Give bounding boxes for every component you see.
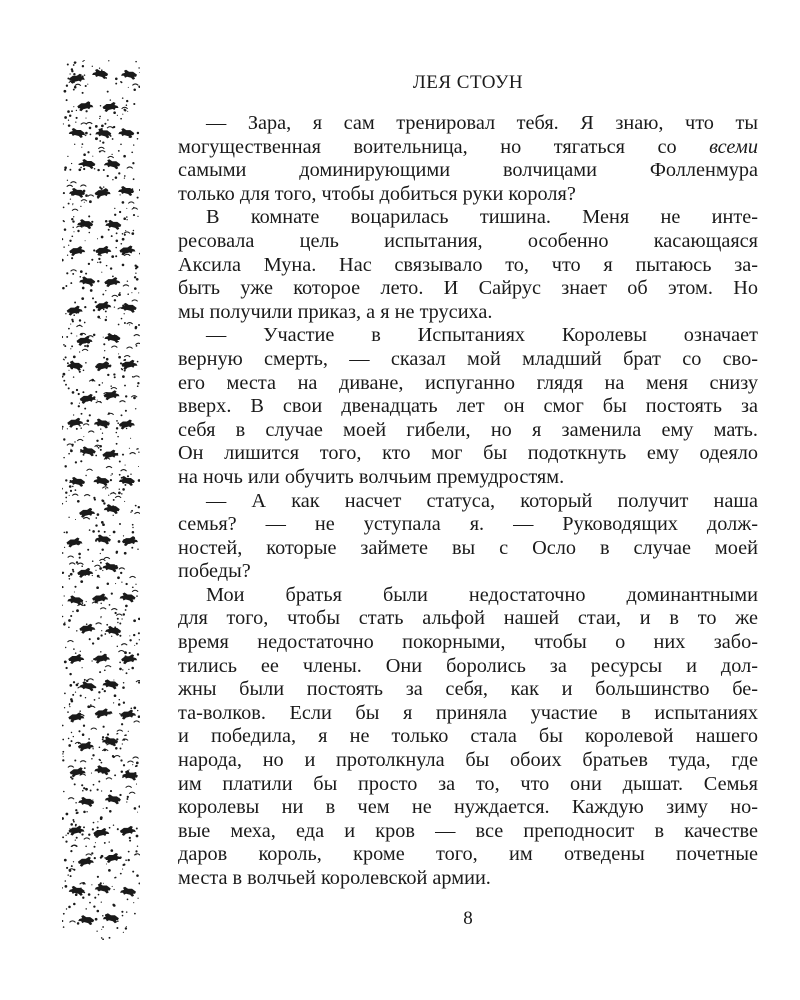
text-line bbox=[178, 513, 758, 537]
text-line bbox=[178, 301, 758, 325]
text-line-content: — Участие в Испытаниях Королевы означает bbox=[206, 324, 758, 347]
text-line-content: тились ее члены. Они боролись за ресурсы и дол- bbox=[178, 654, 758, 677]
text-line-content: вверх. В свои двенадцать лет он смог бы постоять за bbox=[178, 395, 758, 418]
text-line-content: только для того, чтобы добиться руки короля? bbox=[178, 182, 576, 205]
text-line-content: народа, но и протолкнула бы обоих братьев туда, где bbox=[178, 749, 758, 772]
text-line bbox=[178, 254, 758, 278]
text-line bbox=[178, 324, 758, 348]
text-line bbox=[178, 466, 758, 490]
text-line bbox=[178, 206, 758, 230]
text-line-content: Аксила Муна. Нас связывало то, что я пытаюсь за- bbox=[178, 253, 758, 276]
text-line-content: В комнате воцарилась тишина. Меня не инте- bbox=[206, 206, 758, 229]
text-line bbox=[178, 136, 758, 160]
running-header: ЛЕЯ СТОУН bbox=[412, 72, 524, 93]
text-line bbox=[178, 607, 758, 631]
emphasis-text: всеми bbox=[709, 135, 758, 158]
text-line-content: быть уже которое лето. И Сайрус знает об этом. Но bbox=[178, 277, 758, 300]
text-line-content: та-волков. Если бы я приняла участие в испытаниях bbox=[178, 701, 758, 724]
text-line-content: на ночь или обучить волчьим премудростям. bbox=[178, 465, 565, 488]
wolf-pattern-icon bbox=[62, 60, 140, 940]
text-line bbox=[178, 372, 758, 396]
text-line-content: жны были постоять за себя, как и большинство бе- bbox=[178, 678, 758, 701]
text-line-content: могущественная воительница, но тягаться со bbox=[178, 135, 710, 158]
text-line-content: им платили бы просто за то, что они дышат. Семья bbox=[178, 772, 758, 795]
text-line-content: и победила, я не только стала бы королевой нашего bbox=[178, 725, 758, 748]
text-line-content: самыми доминирующими волчицами Фолленмура bbox=[178, 159, 758, 182]
text-line bbox=[178, 678, 758, 702]
text-line bbox=[178, 183, 758, 207]
text-line bbox=[178, 655, 758, 679]
text-line bbox=[178, 230, 758, 254]
text-line bbox=[178, 395, 758, 419]
text-line bbox=[178, 773, 758, 797]
text-line-content: королевы ни в чем не нуждается. Каждую зиму но- bbox=[178, 796, 758, 819]
text-line bbox=[178, 490, 758, 514]
text-line bbox=[178, 749, 758, 773]
page-number: 8 bbox=[463, 908, 473, 929]
text-line-content: время недостаточно покорными, чтобы о них забо- bbox=[178, 631, 758, 654]
text-line bbox=[178, 867, 758, 891]
text-line-content: даров король, кроме того, им отведены почетные bbox=[178, 843, 758, 866]
text-line-content: Он лишится того, кто мог бы подоткнуть ему одеяло bbox=[178, 442, 758, 465]
body-text bbox=[178, 112, 758, 891]
text-line bbox=[178, 820, 758, 844]
text-line bbox=[178, 159, 758, 183]
text-line-content: вые меха, еда и кров — все преподносит в качестве bbox=[178, 819, 758, 842]
text-line bbox=[178, 796, 758, 820]
text-line bbox=[178, 537, 758, 561]
text-line-content: себя в случае моей гибели, но я заменила ему мать. bbox=[178, 418, 758, 441]
text-line-content: ресовала цель испытания, особенно касающаяся bbox=[178, 229, 758, 252]
text-line-content: Мои братья были недостаточно доминантными bbox=[206, 583, 758, 606]
text-line bbox=[178, 560, 758, 584]
text-line-content: его места на диване, испуганно глядя на меня снизу bbox=[178, 371, 758, 394]
text-line bbox=[178, 843, 758, 867]
text-line-content: — А как насчет статуса, который получит наша bbox=[206, 489, 758, 512]
text-line bbox=[178, 702, 758, 726]
text-line-content: места в волчьей королевской армии. bbox=[178, 867, 491, 889]
text-line bbox=[178, 348, 758, 372]
text-line bbox=[178, 277, 758, 301]
text-line bbox=[178, 112, 758, 136]
text-line-content: мы получили приказ, а я не трусиха. bbox=[178, 300, 493, 323]
text-line bbox=[178, 725, 758, 749]
text-line-content: победы? bbox=[178, 560, 251, 583]
text-line bbox=[178, 442, 758, 466]
text-line-content: для того, чтобы стать альфой нашей стаи, и в то же bbox=[178, 607, 758, 630]
text-line-content: верную смерть, — сказал мой младший брат со сво- bbox=[178, 347, 758, 370]
text-line-content: семья? — не уступала я. — Руководящих долж- bbox=[178, 513, 758, 536]
text-line bbox=[178, 584, 758, 608]
text-line bbox=[178, 419, 758, 443]
wolf-pattern-border bbox=[62, 60, 140, 940]
text-line bbox=[178, 631, 758, 655]
text-line-content: — Зара, я сам тренировал тебя. Я знаю, что ты bbox=[206, 112, 758, 134]
text-line-content: ностей, которые займете вы с Осло в случае моей bbox=[178, 536, 758, 559]
